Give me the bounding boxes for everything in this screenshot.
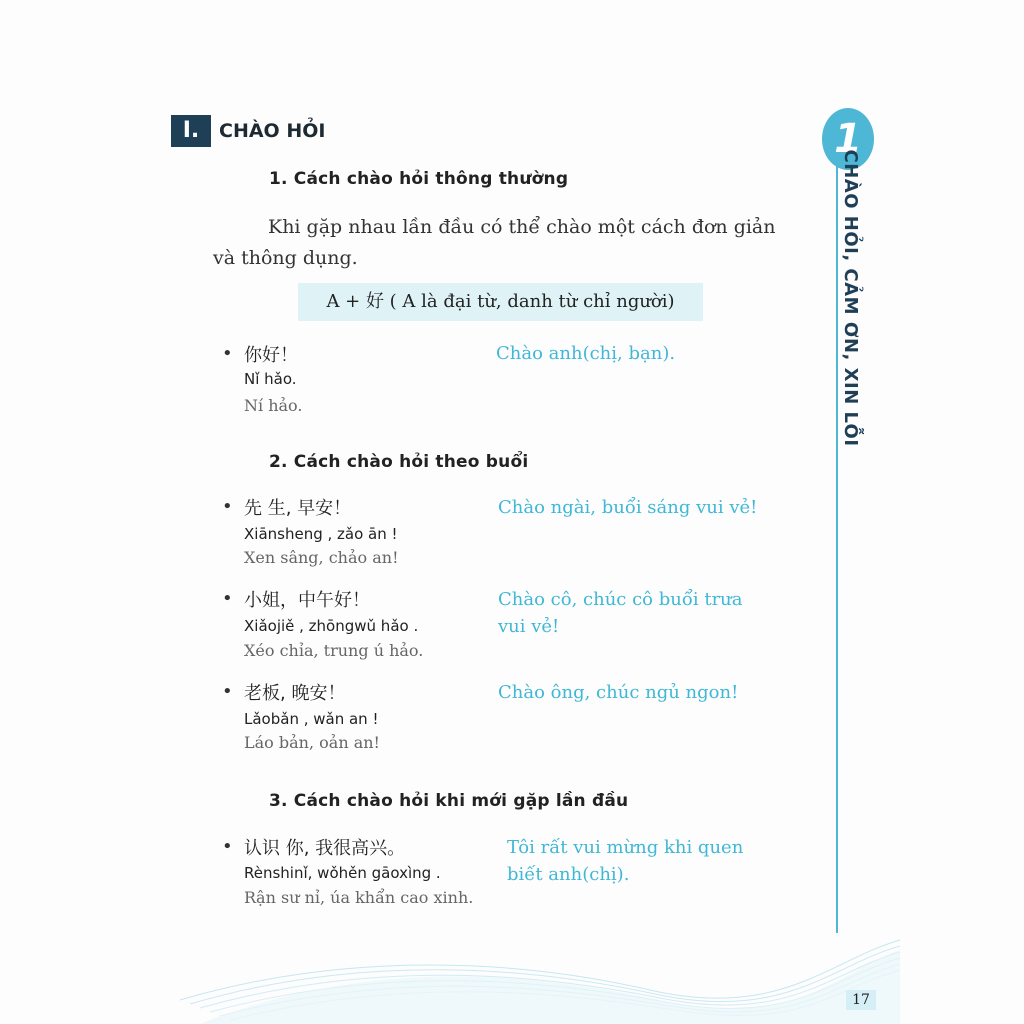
reading-text: Xen sâng, chảo an! xyxy=(244,548,399,567)
translation-text: Chào anh(chị, bạn). xyxy=(496,343,676,364)
chinese-text: 认识 你, 我很高兴。 xyxy=(244,838,406,859)
bullet: • xyxy=(222,681,233,702)
chapter-number-badge: 1 xyxy=(822,108,874,170)
pinyin-text: Xiānsheng , zǎo ān ! xyxy=(244,525,398,543)
translation-text: Chào cô, chúc cô buổi trưa xyxy=(498,589,743,610)
reading-text: Ní hảo. xyxy=(244,396,303,415)
bullet: • xyxy=(222,496,233,517)
translation-text: vui vẻ! xyxy=(498,616,560,637)
bullet: • xyxy=(222,343,233,364)
pinyin-text: Lǎobǎn , wǎn an ! xyxy=(244,710,379,728)
chinese-text: 老板, 晚安！ xyxy=(244,683,346,704)
bullet: • xyxy=(222,836,233,857)
translation-text: Chào ngài, buổi sáng vui vẻ! xyxy=(498,497,758,518)
formula-box: A + 好 ( A là đại từ, danh từ chỉ người) xyxy=(298,283,703,321)
chinese-text: 小姐，中午好！ xyxy=(244,590,370,611)
pinyin-text: Xiǎojiě , zhōngwǔ hǎo . xyxy=(244,617,419,635)
pinyin-text: Rènshinǐ, wǒhěn gāoxìng . xyxy=(244,864,441,882)
chapter-side-title: CHÀO HỎI, CẢM ƠN, XIN LỖI xyxy=(840,149,861,447)
reading-text: Xéo chỉa, trung ú hảo. xyxy=(244,641,424,660)
subsection-1-heading: 1. Cách chào hỏi thông thường xyxy=(269,169,569,189)
section-number: I. xyxy=(171,115,211,147)
page-number: 17 xyxy=(846,990,876,1010)
subsection-2-heading: 2. Cách chào hỏi theo buổi xyxy=(269,452,529,472)
section-title: CHÀO HỎI xyxy=(219,120,326,142)
translation-text: biết anh(chị). xyxy=(507,864,630,885)
subsection-3-heading: 3. Cách chào hỏi khi mới gặp lần đầu xyxy=(269,791,629,811)
intro-paragraph: Khi gặp nhau lần đầu có thể chào một cách đơn giản và thông dụng. xyxy=(213,216,776,269)
reading-text: Rận sư nỉ, úa khẩn cao xinh. xyxy=(244,888,474,907)
reading-text: Láo bản, oản an! xyxy=(244,733,380,752)
chinese-text: 你好！ xyxy=(244,345,298,366)
translation-text: Chào ông, chúc ngủ ngon! xyxy=(498,682,739,703)
bullet: • xyxy=(222,588,233,609)
translation-text: Tôi rất vui mừng khi quen xyxy=(507,837,744,858)
chinese-text: 先 生, 早安！ xyxy=(244,498,352,519)
pinyin-text: Nǐ hǎo. xyxy=(244,370,297,388)
